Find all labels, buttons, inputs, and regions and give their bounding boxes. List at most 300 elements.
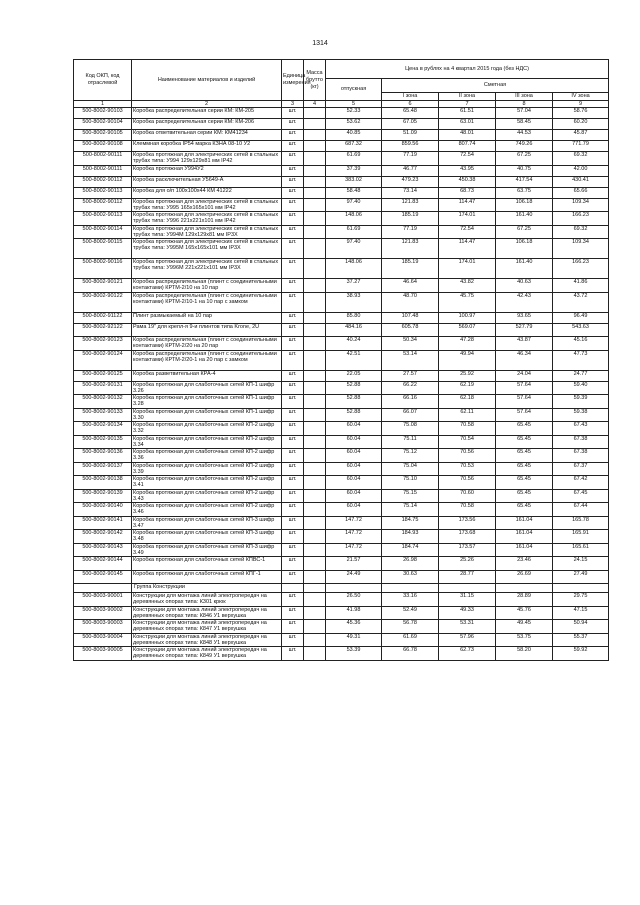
cell-name: Коробка протяжная для слаботочных сетей КП-3 шифр 3.47 [132,516,282,530]
cell-price: 58.20 [496,647,553,661]
cell-mass [304,647,326,661]
table-row [74,141,609,152]
cell-mass [304,516,326,530]
cell-mass [304,225,326,239]
cell-price: 42.00 [553,165,609,176]
cell-price: 65.66 [553,187,609,198]
table-row [74,606,609,620]
cell-mass [304,323,326,337]
cell-price: 65.45 [496,435,553,449]
cell-price: 70.53 [439,462,496,476]
cell-empty [304,584,326,593]
cell-code: 500-8002-90112 [74,176,132,187]
cell-code: 500-8002-90131 [74,381,132,395]
cell-price: 22.05 [326,370,382,381]
cell-mass [304,395,326,409]
cell-code: 500-8002-90111 [74,165,132,176]
cell-mass [304,543,326,557]
cell-price: 450.38 [439,176,496,187]
cell-price: 67.37 [553,462,609,476]
cell-price: 184.74 [382,543,439,557]
cell-name: Коробка протяжная для электрических сетей в стальных трубах типа: У996М 221х221х101 мм IP3Х [132,259,282,279]
cell-unit: шт. [282,647,304,661]
cell-price: 60.04 [326,476,382,490]
cell-price: 49.33 [439,606,496,620]
table-row [74,323,609,337]
header-col-number: 5 [326,101,382,108]
header-name: Наименование материалов и изделий [132,60,282,101]
cell-unit: шт. [282,337,304,351]
cell-unit: шт. [282,198,304,212]
cell-price: 49.94 [439,350,496,370]
cell-price: 53.62 [326,119,382,130]
cell-price: 24.15 [553,557,609,571]
cell-price: 60.04 [326,503,382,517]
cell-unit: шт. [282,119,304,130]
cell-empty [326,584,382,593]
cell-price: 173.57 [439,543,496,557]
cell-price: 85.80 [326,312,382,323]
cell-name: Коробка протяжная для электрических сетей в стальных трубах типа: У995 165х165х101 мм IP42 [132,198,282,212]
cell-price: 70.58 [439,503,496,517]
cell-code: 500-8002-90105 [74,130,132,141]
cell-empty [553,584,609,593]
cell-price: 67.43 [553,422,609,436]
cell-price: 77.19 [382,225,439,239]
cell-price: 109.34 [553,239,609,259]
cell-price: 148.06 [326,212,382,226]
cell-price: 65.45 [496,422,553,436]
cell-price: 166.23 [553,212,609,226]
cell-price: 68.73 [439,187,496,198]
cell-code: 500-8002-90114 [74,225,132,239]
cell-unit: шт. [282,165,304,176]
cell-price: 24.49 [326,570,382,584]
cell-price: 67.25 [496,225,553,239]
cell-price: 65.45 [496,462,553,476]
cell-price: 60.04 [326,462,382,476]
table-row [74,130,609,141]
cell-price: 27.49 [553,570,609,584]
cell-code: 500-8002-90143 [74,543,132,557]
cell-price: 484.16 [326,323,382,337]
cell-price: 174.01 [439,259,496,279]
group-row [74,584,609,593]
cell-mass [304,633,326,647]
cell-code: 500-8002-90144 [74,557,132,571]
cell-price: 687.32 [326,141,382,152]
cell-unit: шт. [282,543,304,557]
cell-code: 500-8002-90113 [74,212,132,226]
table-row [74,176,609,187]
page-number: 1314 [312,40,328,47]
cell-price: 45.75 [439,292,496,312]
cell-price: 67.05 [382,119,439,130]
cell-price: 66.16 [382,395,439,409]
cell-price: 147.72 [326,543,382,557]
cell-price: 46.77 [382,165,439,176]
table-row [74,225,609,239]
cell-code: 500-8002-90124 [74,350,132,370]
cell-name: Коробка для о/п 100х100х44 КМ 41222 [132,187,282,198]
cell-price: 749.26 [496,141,553,152]
cell-price: 60.04 [326,449,382,463]
cell-price: 66.22 [382,381,439,395]
cell-price: 184.75 [382,516,439,530]
cell-price: 75.10 [382,476,439,490]
cell-price: 52.88 [326,395,382,409]
cell-price: 62.73 [439,647,496,661]
cell-price: 59.39 [553,395,609,409]
cell-unit: шт. [282,422,304,436]
cell-unit: шт. [282,503,304,517]
cell-price: 57.64 [496,395,553,409]
cell-price: 33.16 [382,593,439,607]
cell-price: 42.43 [496,292,553,312]
price-table [73,59,609,661]
cell-name: Коробка протяжная для слаботочных сетей КП-3 шифр 3.49 [132,543,282,557]
cell-unit: шт. [282,620,304,634]
table-row [74,165,609,176]
cell-unit: шт. [282,152,304,166]
cell-price: 41.98 [326,606,382,620]
cell-price: 605.78 [382,323,439,337]
cell-price: 24.04 [496,370,553,381]
cell-price: 96.49 [553,312,609,323]
cell-name: Коробка протяжная для слаботочных сетей КП-2 шифр 3.32 [132,422,282,436]
table-row [74,408,609,422]
cell-mass [304,198,326,212]
cell-price: 56.78 [382,620,439,634]
table-row [74,395,609,409]
cell-name: Коробка распределительная (плинт с соединительными контактами) КРТМ-2/20 на 20 пар [132,337,282,351]
cell-name: Клеммная коробка IP54 марка КЗНА 08-10 У2 [132,141,282,152]
cell-name: Коробка протяжная для слаботочных сетей КП-2 шифр 3.46 [132,503,282,517]
cell-price: 114.47 [439,198,496,212]
cell-price: 75.14 [382,503,439,517]
cell-price: 383.02 [326,176,382,187]
cell-price: 52.88 [326,408,382,422]
cell-name: Плинт размыкаемый на 10 пар [132,312,282,323]
cell-price: 47.15 [553,606,609,620]
cell-price: 62.19 [439,381,496,395]
table-row [74,370,609,381]
cell-price: 43.87 [496,337,553,351]
cell-price: 72.54 [439,225,496,239]
cell-mass [304,530,326,544]
cell-unit: шт. [282,212,304,226]
cell-unit: шт. [282,176,304,187]
cell-unit: шт. [282,141,304,152]
table-row [74,108,609,119]
cell-price: 67.25 [496,152,553,166]
cell-name: Коробка протяжная для электрических сетей в стальных трубах типа: У994 129х129х81 мм IP42 [132,152,282,166]
header-otpusk: отпускная [326,79,382,101]
table-row [74,119,609,130]
cell-price: 40.85 [326,130,382,141]
cell-name: Коробка протяжная для электрических сетей в стальных трубах типа: У995М 165х165х101 мм IP3Х [132,239,282,259]
cell-price: 161.04 [496,516,553,530]
cell-code: 500-8002-90116 [74,259,132,279]
cell-code: 500-8002-90103 [74,108,132,119]
cell-mass [304,570,326,584]
table-row [74,620,609,634]
cell-price: 417.54 [496,176,553,187]
cell-unit: шт. [282,606,304,620]
cell-mass [304,292,326,312]
cell-price: 72.54 [439,152,496,166]
cell-price: 52.88 [326,381,382,395]
header-col-number: 7 [439,101,496,108]
cell-unit: шт. [282,395,304,409]
cell-price: 70.56 [439,476,496,490]
cell-unit: шт. [282,593,304,607]
cell-price: 37.27 [326,279,382,293]
header-col-number: 8 [496,101,553,108]
table-row [74,476,609,490]
table-row [74,337,609,351]
cell-name: Коробка распределительная серии КМ: КМ-205 [132,108,282,119]
header-zone: III зона [496,93,553,101]
cell-code: 500-8003-90004 [74,633,132,647]
cell-price: 26.98 [382,557,439,571]
cell-unit: шт. [282,449,304,463]
cell-price: 60.04 [326,489,382,503]
cell-mass [304,141,326,152]
cell-price: 45.87 [553,130,609,141]
cell-price: 69.32 [553,225,609,239]
cell-price: 25.92 [439,370,496,381]
cell-mass [304,422,326,436]
cell-price: 52.49 [382,606,439,620]
cell-name: Коробка расключительная У5649-А [132,176,282,187]
header-code: Код ОКП, код отраслевой [74,60,132,101]
cell-code: 500-8002-92122 [74,323,132,337]
cell-price: 100.97 [439,312,496,323]
cell-price: 66.78 [382,647,439,661]
cell-mass [304,259,326,279]
cell-price: 75.11 [382,435,439,449]
cell-mass [304,408,326,422]
cell-price: 67.42 [553,476,609,490]
cell-price: 63.75 [496,187,553,198]
cell-price: 26.69 [496,570,553,584]
header-unit: Единица измерения [282,60,304,101]
cell-price: 147.72 [326,516,382,530]
cell-price: 70.58 [439,422,496,436]
cell-price: 50.34 [382,337,439,351]
cell-name: Коробка протяжная для слаботочных сетей КП-2 шифр 3.39 [132,462,282,476]
table-row [74,530,609,544]
cell-price: 43.95 [439,165,496,176]
cell-name: Коробка протяжная для слаботочных сетей КП-2 шифр 3.41 [132,476,282,490]
cell-price: 26.50 [326,593,382,607]
cell-price: 29.75 [553,593,609,607]
cell-code: 500-8002-90139 [74,489,132,503]
cell-mass [304,476,326,490]
header-col-number: 6 [382,101,439,108]
cell-price: 65.45 [496,449,553,463]
cell-empty [282,584,304,593]
cell-price: 109.34 [553,198,609,212]
cell-price: 53.31 [439,620,496,634]
cell-unit: шт. [282,476,304,490]
cell-unit: шт. [282,570,304,584]
table-row [74,543,609,557]
cell-price: 771.79 [553,141,609,152]
cell-unit: шт. [282,516,304,530]
header-mass: Масса брутто (кг) [304,60,326,101]
table-row [74,557,609,571]
cell-name: Коробка разветвительная КРА-4 [132,370,282,381]
cell-price: 75.12 [382,449,439,463]
cell-price: 43.82 [439,279,496,293]
cell-price: 65.45 [496,476,553,490]
cell-price: 42.51 [326,350,382,370]
table-row [74,647,609,661]
cell-price: 161.40 [496,212,553,226]
cell-price: 114.47 [439,239,496,259]
cell-price: 97.40 [326,198,382,212]
table-row [74,292,609,312]
cell-mass [304,503,326,517]
cell-price: 70.56 [439,449,496,463]
cell-price: 807.74 [439,141,496,152]
cell-price: 40.24 [326,337,382,351]
cell-name: Конструкции для монтажа линий электропередач на деревянных опорах типа: К301 крюк [132,593,282,607]
cell-mass [304,337,326,351]
cell-price: 75.15 [382,489,439,503]
cell-price: 28.77 [439,570,496,584]
cell-price: 30.63 [382,570,439,584]
cell-price: 28.89 [496,593,553,607]
table-row [74,381,609,395]
cell-price: 61.69 [382,633,439,647]
cell-code: 500-8002-91122 [74,312,132,323]
cell-code: 500-8002-90142 [74,530,132,544]
cell-code: 500-8002-90138 [74,476,132,490]
table-row [74,350,609,370]
cell-mass [304,239,326,259]
cell-price: 41.86 [553,279,609,293]
cell-unit: шт. [282,350,304,370]
cell-price: 59.92 [553,647,609,661]
cell-code: 500-8003-90001 [74,593,132,607]
cell-unit: шт. [282,187,304,198]
cell-price: 45.36 [326,620,382,634]
cell-empty [496,584,553,593]
cell-name: Рама 19" для крепл-я 9-и плинтов типа Krone, 2U [132,323,282,337]
cell-price: 59.40 [553,381,609,395]
cell-price: 52.33 [326,108,382,119]
cell-price: 121.83 [382,198,439,212]
cell-code: 500-8003-90002 [74,606,132,620]
cell-code: 500-8002-90136 [74,449,132,463]
header-zone: I зона [382,93,439,101]
cell-mass [304,370,326,381]
header-col-number: 3 [282,101,304,108]
cell-price: 45.16 [553,337,609,351]
cell-price: 21.57 [326,557,382,571]
cell-code: 500-8002-90140 [74,503,132,517]
cell-price: 53.75 [496,633,553,647]
cell-code: 500-8002-90112 [74,198,132,212]
cell-name: Коробка распределительная (плинт с соединительными контактами) КРТМ-2/20-1 на 20 пар с замком [132,350,282,370]
cell-name: Коробка ответвительная серии КМ: КМ41234 [132,130,282,141]
cell-code: 500-8002-90133 [74,408,132,422]
cell-unit: шт. [282,381,304,395]
cell-mass [304,176,326,187]
cell-price: 62.11 [439,408,496,422]
cell-price: 25.26 [439,557,496,571]
cell-code: 500-8002-90145 [74,570,132,584]
cell-price: 57.04 [496,108,553,119]
cell-price: 121.83 [382,239,439,259]
cell-unit: шт. [282,462,304,476]
table-row [74,187,609,198]
cell-code: 500-8002-90123 [74,337,132,351]
cell-price: 23.46 [496,557,553,571]
cell-mass [304,312,326,323]
cell-price: 106.18 [496,239,553,259]
cell-code: 500-8002-90115 [74,239,132,259]
cell-price: 65.45 [496,489,553,503]
cell-name: Коробка распределительная (плинт с соединительными контактами) КРТМ-2/10 на 10 пар [132,279,282,293]
cell-unit: шт. [282,370,304,381]
cell-price: 63.01 [439,119,496,130]
cell-unit: шт. [282,239,304,259]
table-row [74,593,609,607]
cell-price: 70.60 [439,489,496,503]
cell-mass [304,462,326,476]
header-col-number: 1 [74,101,132,108]
cell-mass [304,119,326,130]
cell-mass [304,449,326,463]
cell-name: Коробка протяжная для слаботочных сетей КПВС-1 [132,557,282,571]
table-row [74,516,609,530]
cell-code: 500-8002-90141 [74,516,132,530]
cell-price: 49.45 [496,620,553,634]
cell-price: 93.65 [496,312,553,323]
cell-mass [304,130,326,141]
cell-price: 161.40 [496,259,553,279]
group-label: Группа Конструкции [132,584,282,593]
cell-price: 46.64 [382,279,439,293]
cell-empty [382,584,439,593]
cell-price: 61.51 [439,108,496,119]
cell-price: 69.32 [553,152,609,166]
cell-name: Конструкции для монтажа линий электропередач на деревянных опорах типа: К847 У1 верхушка [132,620,282,634]
header-zone: II зона [439,93,496,101]
header-col-number: 9 [553,101,609,108]
cell-name: Коробка протяжная для слаботочных сетей КП-2 шифр 3.43 [132,489,282,503]
cell-name: Коробка протяжная для слаботочных сетей КП-1 шифр 3.30 [132,408,282,422]
cell-code: 500-8002-90104 [74,119,132,130]
cell-price: 51.09 [382,130,439,141]
cell-unit: шт. [282,530,304,544]
cell-mass [304,350,326,370]
cell-unit: шт. [282,323,304,337]
cell-unit: шт. [282,557,304,571]
cell-price: 60.04 [326,422,382,436]
cell-price: 38.93 [326,292,382,312]
table-row [74,279,609,293]
cell-price: 59.38 [553,408,609,422]
cell-price: 24.77 [553,370,609,381]
cell-price: 859.56 [382,141,439,152]
header-col-number: 2 [132,101,282,108]
cell-price: 70.54 [439,435,496,449]
